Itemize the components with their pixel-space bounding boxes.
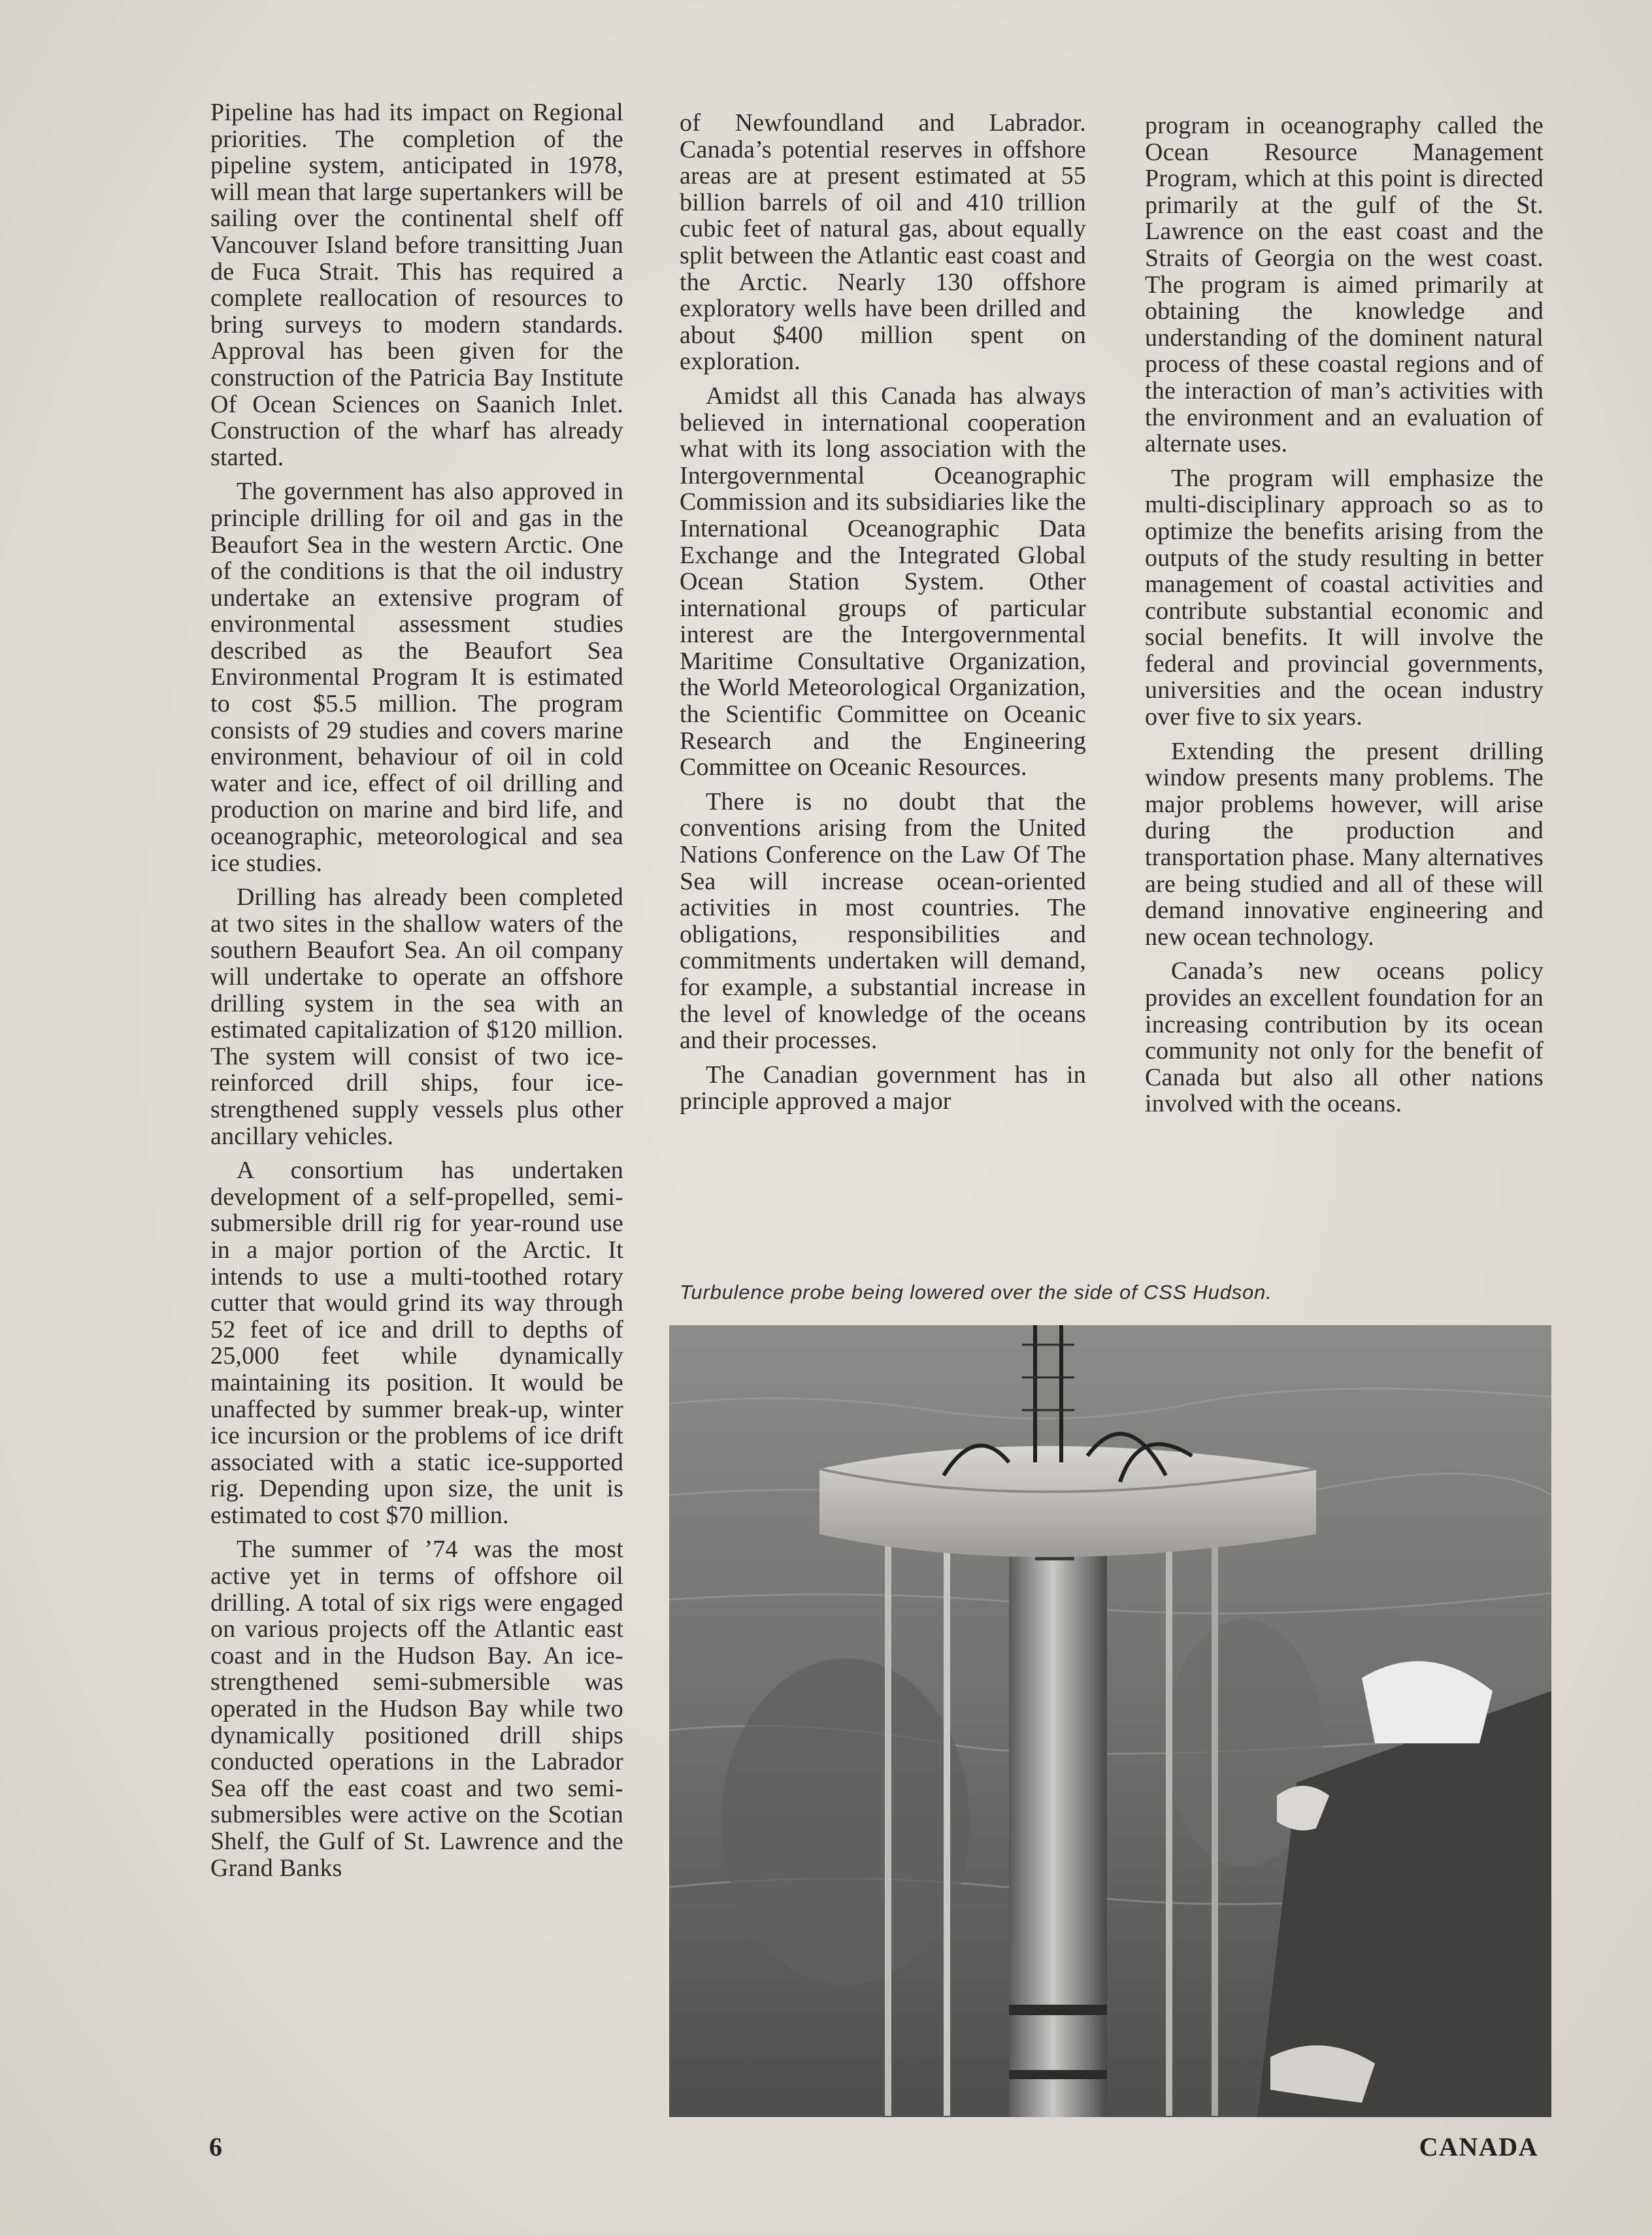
text-column-2 <box>680 110 1086 1123</box>
paragraph: Canada’s new oceans policy provides an excellent foundation for an increasing contribution by its ocean community not only for the benefit of Canada but also all other nations involved with the oceans. <box>1145 957 1544 1118</box>
text-column-3 <box>1145 112 1544 1125</box>
paragraph: program in oceanography called the Ocean Resource Management Program, which at this point is directed primarily at the gulf of the St. Lawrence on the east coast and the Straits of Georgia on the west coast. The program is aimed primarily at obtaining the knowledge and understanding of the dominent natural process of these coastal regions and of the interaction of man’s activities with the environment and an evaluation of alternate uses. <box>1145 112 1544 458</box>
paragraph: The summer of ’74 was the most active yet in terms of offshore oil drilling. A total of six rigs were engaged on various projects off the Atlantic east coast and in the Hudson Bay. An ice-strengthened semi-submersible was operated in the Hudson Bay while two dynamically positioned drill ships conducted operations in the Labrador Sea off the east coast and two semi-submersibles were active on the Scotian Shelf, the Gulf of St. Lawrence and the Grand Banks <box>210 1536 623 1882</box>
paragraph: Drilling has already been completed at two sites in the shallow waters of the southern Beaufort Sea. An oil company will undertake to operate an offshore drilling system in the sea with an estimated capitalization of $120 million. The system will consist of two ice-reinforced drill ships, four ice-strengthened supply vessels plus other ancillary vehicles. <box>210 883 623 1150</box>
publication-name: CANADA <box>1419 2132 1538 2162</box>
page-number: 6 <box>209 2132 222 2162</box>
paragraph: Pipeline has had its impact on Regional priorities. The completion of the pipeline system, anticipated in 1978, will mean that large supertankers will be sailing over the continental shelf off Vancouver Island before transitting Juan de Fuca Strait. This has required a complete reallocation of resources to bring surveys to modern standards. Approval has been given for the construction of the Patricia Bay Institute Of Ocean Sciences on Saanich Inlet. Construction of the wharf has already started. <box>210 99 623 471</box>
paragraph: There is no doubt that the conventions arising from the United Nations Conference on the Law Of The Sea will increase ocean-oriented activities in most countries. The obligations, responsibilities and commitments undertaken will demand, for example, a substantial increase in the level of knowledge of the oceans and their processes. <box>680 787 1086 1055</box>
photo-illustration <box>669 1325 1551 2117</box>
paragraph: The Canadian government has in principle approved a major <box>680 1060 1086 1115</box>
photo-caption: Turbulence probe being lowered over the side of CSS Hudson. <box>680 1281 1272 1304</box>
paragraph: Amidst all this Canada has always believed in international cooperation what with its long association with the Intergovernmental Oceanographic Commission and its subsidiaries like the International Oceanographic Data Exchange and the Integrated Global Ocean Station System. Other international groups of particular interest are the Intergovernmental Maritime Consultative Organization, the World Meteorological Organization, the Scientific Committee on Oceanic Research and the Engineering Committee on Oceanic Resources. <box>680 382 1086 781</box>
paragraph: of Newfoundland and Labrador. Canada’s potential reserves in offshore areas are at present estimated at 55 billion barrels of oil and 410 trillion cubic feet of natural gas, about equally split between the Atlantic east coast and the Arctic. Nearly 130 offshore exploratory wells have been drilled and about $400 million spent on exploration. <box>680 109 1086 376</box>
paragraph: A consortium has undertaken development of a self-propelled, semi-submersible drill rig for year-round use in a major portion of the Arctic. It intends to use a multi-toothed rotary cutter that would grind its way through 52 feet of ice and drill to depths of 25,000 feet while dynamically maintaining its position. It would be unaffected by summer break-up, winter ice incursion or the problems of ice drift associated with a static ice-supported rig. Depending upon size, the unit is estimated to cost $70 million. <box>210 1157 623 1529</box>
paragraph: The government has also approved in principle drilling for oil and gas in the Beaufort Sea in the western Arctic. One of the conditions is that the oil industry undertake an extensive program of environmental assessment studies described as the Beaufort Sea Environmental Program It is estimated to cost $5.5 million. The program consists of 29 studies and covers marine environment, behaviour of oil in cold water and ice, effect of oil drilling and production on marine and bird life, and oceanographic, meteorological and sea ice studies. <box>210 478 623 877</box>
paragraph: The program will emphasize the multi-disciplinary approach so as to optimize the benefits arising from the outputs of the study resulting in better management of coastal activities and contribute substantial economic and social benefits. It will involve the federal and provincial governments, universities and the ocean industry over five to six years. <box>1145 464 1544 731</box>
text-column-1 <box>210 99 623 1889</box>
paragraph: Extending the present drilling window presents many problems. The major problems however, will arise during the production and transportation phase. Many alternatives are being studied and all of these will demand innovative engineering and new ocean technology. <box>1145 737 1544 951</box>
turbulence-probe-photo <box>669 1325 1551 2117</box>
